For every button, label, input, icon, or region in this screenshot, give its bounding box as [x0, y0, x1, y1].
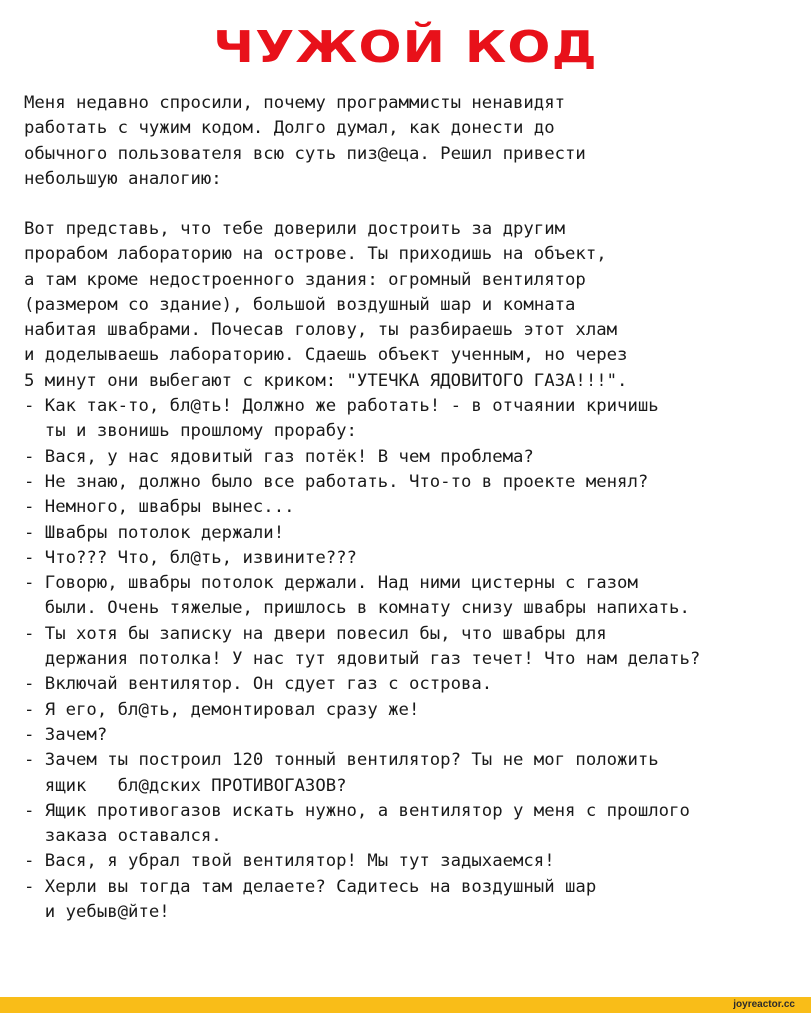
text-line: 5 минут они выбегают с криком: "УТЕЧКА ЯДОВИТОГО ГАЗА!!!". — [24, 370, 628, 391]
text-line: прорабом лабораторию на острове. Ты приходишь на объект, — [24, 244, 607, 265]
text-line: а там кроме недостроенного здания: огромный вентилятор — [24, 269, 586, 290]
text-line: Меня недавно спросили, почему программисты ненавидят — [24, 93, 566, 113]
text-line: (размером со здание), большой воздушный шар и комната — [24, 294, 576, 315]
dialogue-line: - Херли вы тогда там делаете? Садитесь на воздушный шар — [24, 876, 597, 897]
text-line: работать с чужим кодом. Долго думал, как донести до — [24, 118, 555, 139]
text-line: небольшую аналогию: — [24, 168, 222, 189]
dialogue-line: - Вася, я убрал твой вентилятор! Мы тут задыхаемся! — [24, 851, 555, 872]
text-line: обычного пользователя всю суть пиз@еца. Решил привести — [24, 143, 586, 164]
dialogue-line: - Немного, швабры вынес... — [24, 497, 295, 518]
text-line: набитая швабрами. Почесав голову, ты разбираешь этот хлам — [24, 320, 618, 341]
dialogue-line: - Включай вентилятор. Он сдует газ с острова. — [24, 674, 493, 695]
dialogue-line: - Что??? Что, бл@ть, извините??? — [24, 547, 357, 568]
story-paragraph — [24, 217, 804, 925]
dialogue-line: - Вася, у нас ядовитый газ потёк! В чем проблема? — [24, 446, 534, 467]
dialogue-line: заказа оставался. — [24, 826, 222, 847]
page-title: ЧУЖОЙ КОД — [213, 22, 598, 73]
dialogue-line: - Ты хотя бы записку на двери повесил бы, что швабры для — [24, 623, 607, 644]
dialogue-line: и уебыв@йте! — [24, 902, 170, 923]
dialogue-line: - Не знаю, должно было все работать. Что-то в проекте менял? — [24, 471, 649, 492]
dialogue-line: - Зачем? — [24, 724, 108, 745]
dialogue-line: были. Очень тяжелые, пришлось в комнату снизу швабры напихать. — [24, 598, 690, 619]
text-line: Вот представь, что тебе доверили достроить за другим — [24, 219, 566, 239]
dialogue-line: держания потолка! У нас тут ядовитый газ течет! Что нам делать? — [24, 649, 701, 670]
dialogue-line: - Как так-то, бл@ть! Должно же работать! - в отчаянии кричишь — [24, 396, 659, 417]
dialogue-line: - Зачем ты построил 120 тонный вентилятор? Ты не мог положить — [24, 750, 659, 771]
dialogue-line: - Говорю, швабры потолок держали. Над ними цистерны с газом — [24, 573, 638, 594]
dialogue-line: ящик бл@дских ПРОТИВОГАЗОВ? — [24, 775, 347, 796]
text-line: и доделываешь лабораторию. Сдаешь объект ученным, но через — [24, 345, 628, 366]
intro-paragraph — [24, 91, 804, 192]
dialogue-line: - Ящик противогазов искать нужно, а вентилятор у меня с прошлого — [24, 800, 690, 821]
footer-bar — [0, 997, 811, 1013]
dialogue-line: - Швабры потолок держали! — [24, 522, 285, 543]
dialogue-line: - Я его, бл@ть, демонтировал сразу же! — [24, 699, 420, 720]
dialogue-line: ты и звонишь прошлому прорабу: — [24, 421, 357, 442]
site-watermark: joyreactor.cc — [733, 999, 795, 1010]
